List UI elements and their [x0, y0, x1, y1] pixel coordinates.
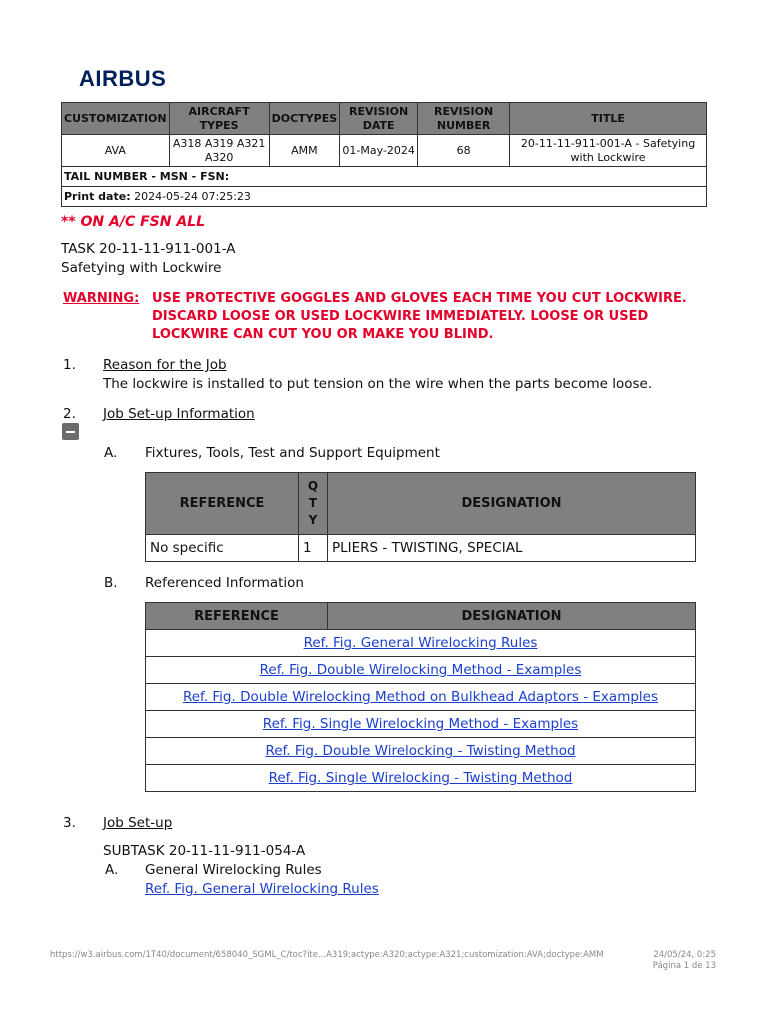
task-title: Safetying with Lockwire	[61, 260, 222, 276]
revision-number-value: 68	[418, 135, 510, 167]
reference-table	[145, 602, 696, 792]
tail-number-label: TAIL NUMBER - MSN - FSN:	[64, 169, 230, 183]
aircraft-types-value: A318 A319 A321 A320	[169, 135, 269, 167]
col-title: TITLE	[510, 103, 707, 135]
tools-table	[145, 472, 696, 562]
footer-page-number: Página 1 de 13	[652, 961, 716, 971]
footer-page-info	[653, 950, 716, 972]
tools-col-reference: REFERENCE	[146, 473, 299, 535]
col-revision-date: REVISION DATE	[340, 103, 418, 135]
ref-link[interactable]: Ref. Fig. Double Wirelocking - Twisting Method	[265, 743, 576, 759]
print-date-label: Print date:	[64, 189, 131, 203]
document-header-table	[61, 102, 707, 207]
section-2b-number: B.	[104, 575, 118, 591]
doctypes-value: AMM	[269, 135, 340, 167]
col-aircraft-types: AIRCRAFT TYPES	[169, 103, 269, 135]
col-customization: CUSTOMIZATION	[62, 103, 170, 135]
footer-datetime: 24/05/24, 0:25	[653, 950, 716, 960]
ref-col-designation: DESIGNATION	[328, 603, 696, 630]
table-row	[146, 630, 696, 657]
airbus-logo: AIRBUS	[79, 66, 167, 91]
table-row	[146, 535, 696, 562]
ref-link[interactable]: Ref. Fig. Double Wirelocking Method - Examples	[259, 662, 582, 678]
general-rules-link[interactable]: Ref. Fig. General Wirelocking Rules	[145, 881, 379, 897]
section-1-number: 1.	[63, 357, 76, 373]
section-2-number: 2.	[63, 406, 76, 422]
ref-link[interactable]: Ref. Fig. Single Wirelocking - Twisting Method	[268, 770, 573, 786]
col-doctypes: DOCTYPES	[269, 103, 340, 135]
subtask-id: SUBTASK 20-11-11-911-054-A	[103, 843, 306, 859]
warning-label: WARNING:	[63, 291, 140, 306]
task-heading	[61, 240, 236, 278]
effectivity: ** ON A/C FSN ALL	[61, 214, 206, 230]
footer-url: https://w3.airbus.com/1T40/document/658040_SGML_C/toc?ite...A319;actype:A320;actype:A321;customization:AVA;doctype:AMM	[50, 950, 604, 960]
task-id: TASK 20-11-11-911-001-A	[61, 241, 236, 257]
section-3-title: Job Set-up	[103, 815, 173, 831]
revision-date-value: 01-May-2024	[340, 135, 418, 167]
tool-reference: No specific	[146, 535, 299, 562]
section-3-number: 3.	[63, 815, 76, 831]
ref-link[interactable]: Ref. Fig. Double Wirelocking Method on Bulkhead Adaptors - Examples	[182, 689, 659, 705]
print-date-row	[62, 187, 707, 207]
tool-designation: PLIERS - TWISTING, SPECIAL	[328, 535, 696, 562]
section-2a-title: Fixtures, Tools, Test and Support Equipment	[145, 445, 440, 461]
tools-col-qty	[299, 473, 328, 535]
collapse-toggle-button[interactable]	[62, 423, 79, 440]
table-row	[146, 765, 696, 792]
table-row	[146, 657, 696, 684]
warning-text: USE PROTECTIVE GOGGLES AND GLOVES EACH TIME YOU CUT LOCKWIRE. DISCARD LOOSE OR USED LOCKWIRE IMMEDIATELY. LOOSE OR USED LOCKWIRE CAN CUT YOU OR MAKE YOU BLIND.	[152, 291, 687, 342]
section-2a-number: A.	[104, 445, 118, 461]
tail-number-row	[62, 167, 707, 187]
table-row	[146, 684, 696, 711]
title-value: 20-11-11-911-001-A - Safetying with Lockwire	[510, 135, 707, 167]
tools-col-designation: DESIGNATION	[328, 473, 696, 535]
print-date-value: 2024-05-24 07:25:23	[134, 189, 251, 203]
customization-value: AVA	[62, 135, 170, 167]
qty-letter: Y	[308, 513, 318, 527]
ref-link[interactable]: Ref. Fig. Single Wirelocking Method - Examples	[262, 716, 579, 732]
table-row	[146, 738, 696, 765]
qty-letter: Q	[307, 479, 319, 493]
ref-col-reference: REFERENCE	[146, 603, 328, 630]
section-3a-number: A.	[105, 862, 119, 878]
ref-link[interactable]: Ref. Fig. General Wirelocking Rules	[303, 635, 538, 651]
col-revision-number: REVISION NUMBER	[418, 103, 510, 135]
qty-letter: T	[308, 496, 318, 510]
section-2b-title: Referenced Information	[145, 575, 304, 591]
section-2-title: Job Set-up Information	[103, 406, 255, 422]
section-3a-title: General Wirelocking Rules	[145, 862, 322, 878]
tool-qty: 1	[299, 535, 328, 562]
section-1-text: The lockwire is installed to put tension on the wire when the parts become loose.	[103, 376, 653, 392]
section-1-title: Reason for the Job	[103, 357, 227, 373]
table-row	[146, 711, 696, 738]
